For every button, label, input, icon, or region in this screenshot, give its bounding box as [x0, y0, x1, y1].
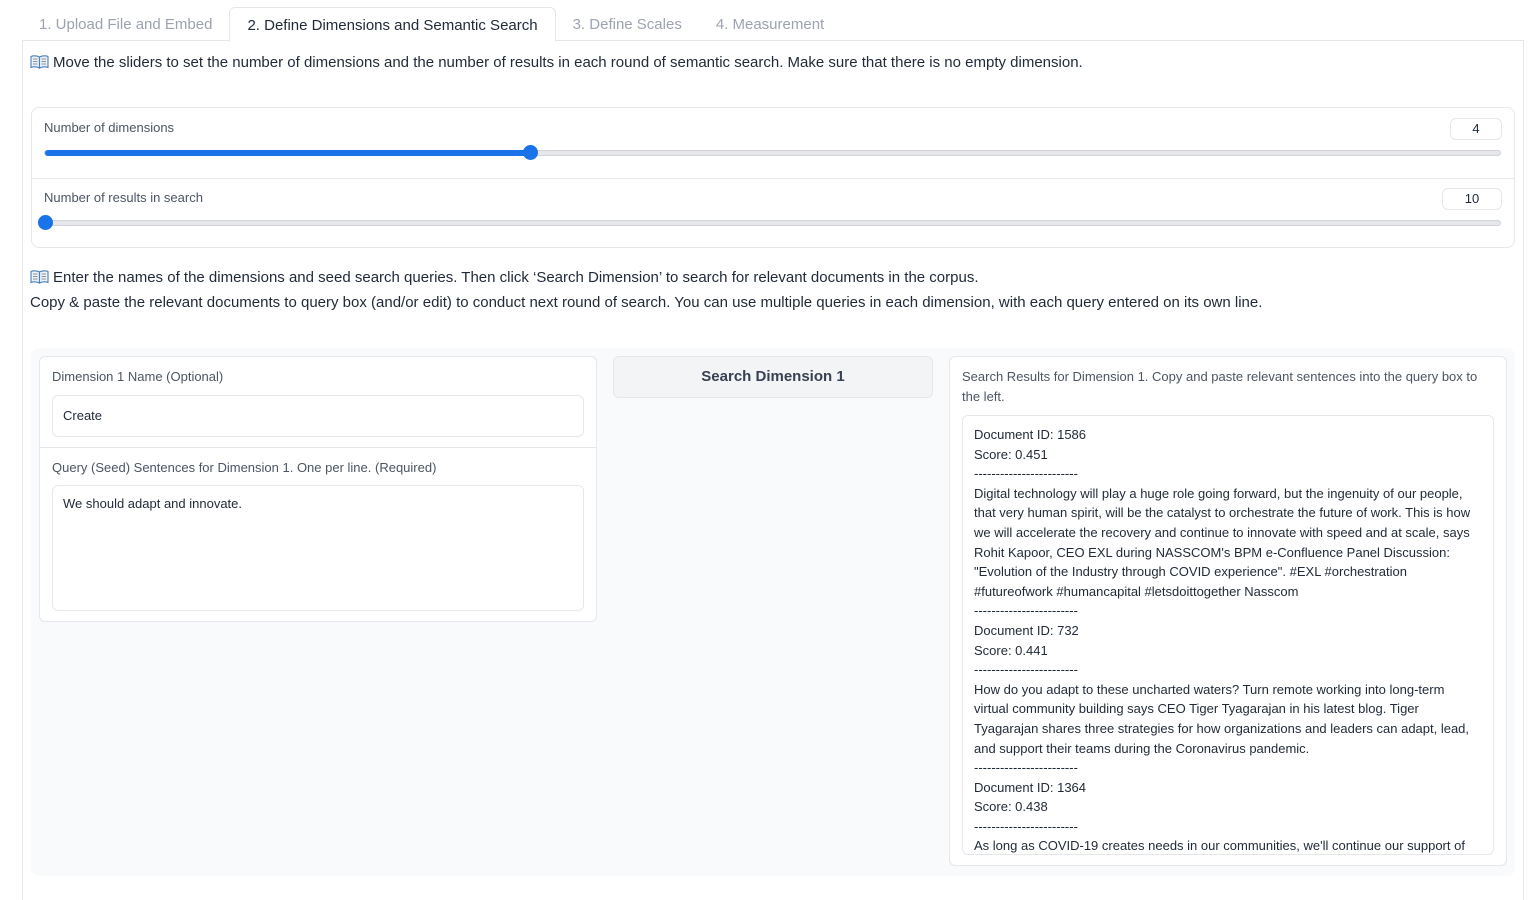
result-line: Rohit Kapoor, CEO EXL during NASSCOM's BPM e-Confluence Panel Discussion: [974, 544, 1450, 560]
result-line: we will accelerate the recovery and continue to innovate with speed and at scale, says [974, 524, 1470, 540]
result-line: ------------------------ [974, 466, 1078, 482]
dimensions-instruction [30, 268, 979, 286]
sliders-instruction-text: Move the sliders to set the number of dimensions and the number of results in each round of semantic search. Make sure that there is no empty dimension. [53, 54, 1083, 71]
results-slider-handle[interactable] [38, 215, 53, 230]
sliders-instruction [30, 53, 1083, 71]
dimensions-instruction-text: Enter the names of the dimensions and seed search queries. Then click ‘Search Dimension’ to search for relevant documents in the corpus. [53, 269, 979, 286]
query-sentences-textarea[interactable]: We should adapt and innovate. [52, 485, 584, 611]
form-divider [40, 447, 596, 448]
results-slider-row [32, 178, 1514, 248]
results-slider-label: Number of results in search [44, 190, 203, 205]
result-line: Score: 0.438 [974, 799, 1048, 815]
search-results-panel [949, 356, 1507, 866]
open-book-icon [30, 270, 49, 284]
tab-define-dimensions[interactable]: 2. Define Dimensions and Semantic Search [229, 7, 555, 42]
dimensions-slider-track[interactable] [44, 150, 1501, 156]
dimensions-slider-label: Number of dimensions [44, 120, 175, 135]
tab-define-scales[interactable]: 3. Define Scales [572, 16, 682, 33]
result-line: Digital technology will play a huge role going forward, but the ingenuity of our people, [974, 485, 1463, 501]
result-line: ------------------------ [974, 662, 1078, 678]
result-line: As long as COVID-19 creates needs in our communities, we'll continue our support of [974, 838, 1465, 854]
tab-bar [22, 7, 841, 40]
query-sentences-label: Query (Seed) Sentences for Dimension 1. One per line. (Required) [52, 460, 437, 475]
tab-upload-file-and-embed[interactable]: 1. Upload File and Embed [39, 16, 213, 33]
result-line: Score: 0.441 [974, 642, 1048, 658]
result-line: Document ID: 732 [974, 622, 1079, 638]
result-line: "Evolution of the Industry through COVID experience". #EXL #orchestration [974, 564, 1407, 580]
slider-group [31, 107, 1515, 248]
result-line: Tyagarajan shares three strategies for how organizations and leaders can adapt, lead, [974, 720, 1470, 736]
dimension-name-label: Dimension 1 Name (Optional) [52, 369, 224, 384]
open-book-icon [30, 55, 49, 69]
search-results-label: Search Results for Dimension 1. Copy and paste relevant sentences into the query box to the left. [962, 369, 1478, 404]
result-line: that very human spirit, will be the catalyst to orchestrate the future of work. This is how [974, 505, 1471, 521]
dimension-1-form [39, 356, 597, 622]
dimensions-slider-row [32, 108, 1514, 179]
search-results-textarea[interactable] [962, 415, 1494, 855]
tab-measurement[interactable]: 4. Measurement [715, 16, 825, 33]
result-line: ------------------------ [974, 760, 1078, 776]
results-number-input[interactable]: 10 [1442, 188, 1502, 210]
dimensions-slider-fill [45, 150, 530, 156]
result-line: Document ID: 1364 [974, 779, 1087, 795]
results-slider-track[interactable] [44, 220, 1501, 226]
dimension-name-input[interactable]: Create [52, 395, 584, 437]
result-line: ------------------------ [974, 603, 1078, 619]
result-line: Score: 0.451 [974, 446, 1048, 462]
result-line: virtual community building says CEO Tiger Tyagarajan in his latest blog. Tiger [974, 701, 1419, 717]
search-dimension-button[interactable]: Search Dimension 1 [613, 356, 933, 398]
dimensions-slider-handle[interactable] [523, 145, 538, 160]
result-line: and support their teams during the Coronavirus pandemic. [974, 740, 1310, 756]
result-line: #futureofwork #humancapital #letsdoittogether Nasscom [974, 583, 1299, 599]
result-line: Document ID: 1586 [974, 427, 1087, 442]
result-line: ------------------------ [974, 818, 1078, 834]
dimensions-number-input[interactable]: 4 [1450, 118, 1502, 140]
result-line: How do you adapt to these uncharted waters? Turn remote working into long-term [974, 681, 1445, 697]
copy-paste-instruction: Copy & paste the relevant documents to query box (and/or edit) to conduct next round of search. You can use multiple queries in each dimension, with each query entered on its own line. [30, 294, 1263, 311]
